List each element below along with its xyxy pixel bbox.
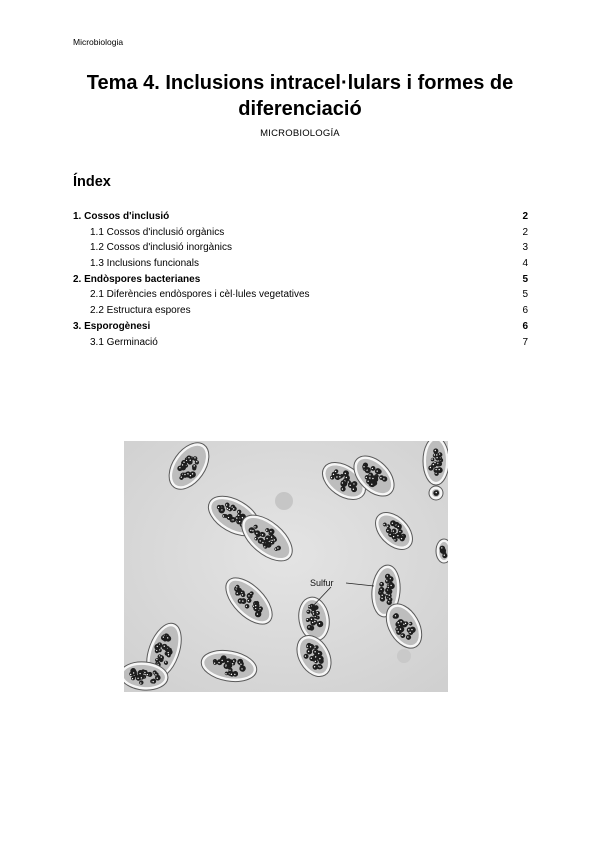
toc-entry-page: 7 xyxy=(522,336,528,348)
document-title: Tema 4. Inclusions intracel·lulars i formes de diferenciació xyxy=(86,72,514,120)
toc-entry-page: 6 xyxy=(522,320,528,332)
sulfur-granule xyxy=(437,467,443,473)
table-of-contents xyxy=(73,209,528,350)
toc-entry-label: 1. Cossos d'inclusió xyxy=(73,211,170,222)
toc-entry[interactable] xyxy=(73,272,528,288)
toc-entry[interactable] xyxy=(73,335,528,351)
toc-entry-label: 3.1 Germinació xyxy=(90,336,158,348)
toc-entry[interactable] xyxy=(73,256,528,272)
toc-entry-page: 2 xyxy=(522,211,528,222)
toc-entry-label: 2. Endòspores bacterianes xyxy=(73,273,201,285)
document-subtitle: MICROBIOLOGÍA xyxy=(260,128,340,139)
toc-entry-page: 2 xyxy=(522,226,528,238)
sulfur-granule xyxy=(435,456,440,461)
sulfur-granule xyxy=(433,448,438,453)
bacterial-cell xyxy=(436,539,448,563)
sulfur-granule xyxy=(435,491,439,495)
index-heading: Índex xyxy=(73,174,111,190)
toc-entry-page: 6 xyxy=(522,305,528,317)
toc-entry-page: 4 xyxy=(522,258,528,270)
toc-entry-label: 1.1 Cossos d'inclusió orgànics xyxy=(90,226,225,238)
toc-entry[interactable] xyxy=(73,209,528,225)
toc-entry-label: 1.2 Cossos d'inclusió inorgànics xyxy=(90,242,232,254)
toc-entry[interactable] xyxy=(73,225,528,241)
sulfur-label: Sulfur xyxy=(310,578,334,588)
toc-entry-label: 2.2 Estructura espores xyxy=(90,305,191,317)
toc-entry[interactable] xyxy=(73,240,528,256)
toc-entry-label: 2.1 Diferències endòspores i cèl·lules vegetatives xyxy=(90,289,310,301)
bacterial-cell xyxy=(423,441,448,485)
toc-entry-label: 3. Esporogènesi xyxy=(73,320,151,332)
sulfur-granule xyxy=(440,546,446,552)
toc-entry[interactable] xyxy=(73,303,528,319)
sulfur-granule xyxy=(428,465,433,470)
sulfur-granule xyxy=(442,553,447,558)
bacterial-cell xyxy=(429,486,443,500)
micrograph-figure xyxy=(124,441,448,692)
running-header: Microbiologia xyxy=(73,37,124,47)
toc-entry-page: 5 xyxy=(522,273,528,285)
toc-entry-label: 1.3 Inclusions funcionals xyxy=(90,258,199,270)
sulfur-granule xyxy=(431,458,435,462)
toc-entry-page: 3 xyxy=(522,242,528,254)
toc-entry[interactable] xyxy=(73,319,528,335)
toc-entry[interactable] xyxy=(73,287,528,303)
sulfur-granule xyxy=(434,461,438,465)
toc-entry-page: 5 xyxy=(522,289,528,301)
